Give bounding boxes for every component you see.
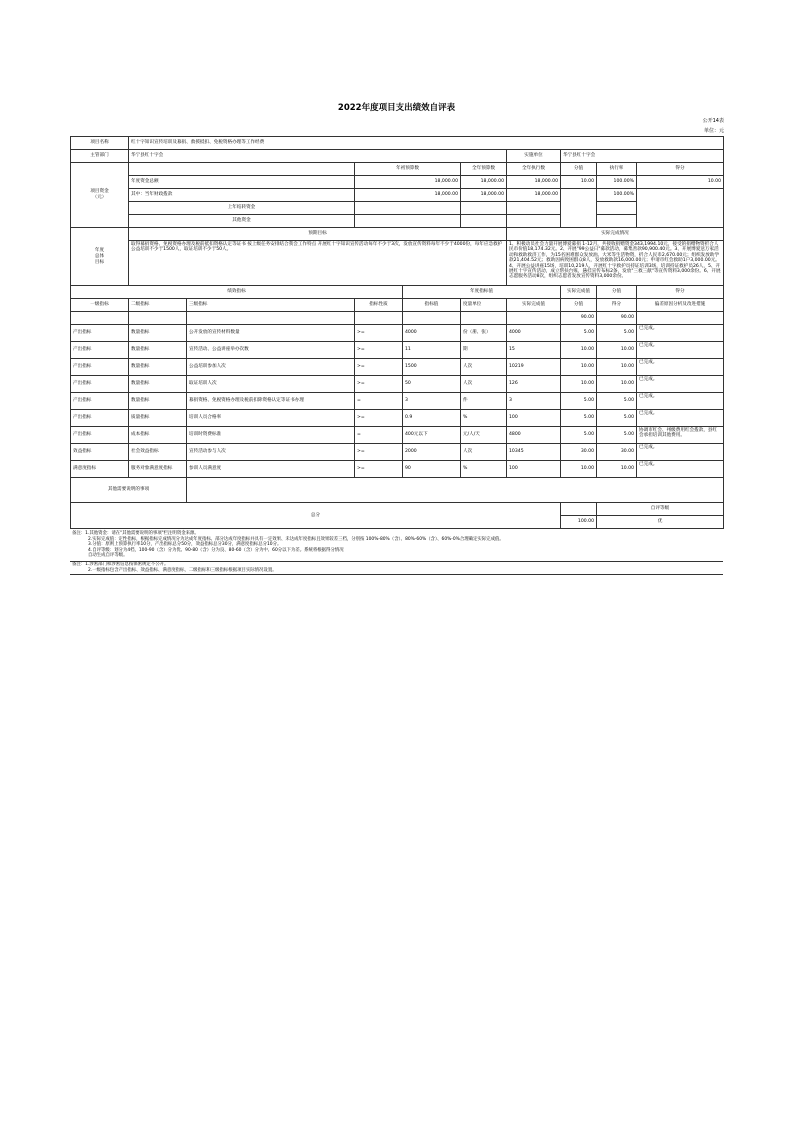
indicator-note: 已完成。	[637, 342, 724, 359]
indicator-level3: 取证培训人次	[187, 376, 355, 393]
indicator-measure: 元/人/天	[461, 427, 507, 444]
indicator-note: 协调市红会、州级费用红会拨款，县红会承担培训其他费用。	[637, 427, 724, 444]
label-score: 得分	[637, 163, 724, 176]
fiscal-exec: 18,000.00	[507, 189, 561, 202]
label-fiscal: 其中：当年财政拨款	[129, 189, 355, 202]
indicator-subtotal-row	[71, 312, 724, 325]
indicator-note: 已完成。	[637, 461, 724, 478]
indicator-note: 已完成。	[637, 444, 724, 461]
indicator-note: 已完成。	[637, 359, 724, 376]
note-line: 3.分值：原则上预算执行率10分，产出指标总分50分，效益指标总分30分，满意度指标总分10分。	[88, 542, 282, 547]
indicator-score: 5.00	[597, 427, 637, 444]
indicator-level1: 产出指标	[71, 410, 129, 427]
label-full-budget: 全年预算数	[461, 163, 507, 176]
indicator-level3: 宣传活动参与人次	[187, 444, 355, 461]
indicator-measure: 件	[461, 393, 507, 410]
indicator-measure: 期	[461, 342, 507, 359]
empty-cell	[507, 312, 561, 325]
indicator-table	[70, 298, 724, 529]
evaluation-table	[70, 136, 724, 299]
label-actual-value: 实际完成值	[561, 286, 597, 299]
empty-cell	[187, 312, 355, 325]
indicator-weight: 5.00	[561, 325, 597, 342]
indicator-actual: 10219	[507, 359, 561, 376]
indicator-level3: 宣传活动、公益讲座举办次数	[187, 342, 355, 359]
indicator-score: 5.00	[597, 325, 637, 342]
indicator-measure: %	[461, 410, 507, 427]
table-row	[71, 359, 724, 376]
total-header-row	[71, 503, 724, 516]
indicator-level2: 成本指标	[129, 427, 187, 444]
note-line: 自动生成自评等级。	[88, 553, 128, 558]
empty-cell	[403, 312, 461, 325]
subtotal-score: 90.00	[597, 312, 637, 325]
notes-block	[72, 531, 504, 559]
label-actual: 实际完成情况	[507, 228, 724, 241]
table-row	[71, 444, 724, 461]
label-weight: 分值	[561, 163, 597, 176]
indicator-level1: 产出指标	[71, 342, 129, 359]
label-project-name: 项目名称	[71, 137, 129, 150]
indicator-note: 已完成。	[637, 393, 724, 410]
indicator-weight: 5.00	[561, 427, 597, 444]
label-score-2: 得分	[597, 299, 637, 312]
table-row	[71, 325, 724, 342]
label-expected: 预期目标	[129, 228, 507, 241]
indicator-nature: >=	[355, 461, 403, 478]
label-impl-unit: 实施单位	[507, 150, 561, 163]
label-ind-score: 得分	[637, 286, 724, 299]
indicator-level2: 数量指标	[129, 342, 187, 359]
indicator-level1: 产出指标	[71, 325, 129, 342]
indicator-level3: 公益培训参加人次	[187, 359, 355, 376]
indicator-actual: 126	[507, 376, 561, 393]
indicator-measure: 人次	[461, 359, 507, 376]
label-value: 指标值	[403, 299, 461, 312]
indicator-level3: 募捐资格、免税资格办理及税前扣除资格认定等证书办理	[187, 393, 355, 410]
indicator-weight: 5.00	[561, 410, 597, 427]
indicator-level3: 培训时资费标准	[187, 427, 355, 444]
indicator-level1: 效益指标	[71, 444, 129, 461]
indicator-level2: 数量指标	[129, 359, 187, 376]
indicator-header-row	[71, 299, 724, 312]
indicator-nature: >=	[355, 376, 403, 393]
impl-unit-value: 华宁县红十字会	[561, 150, 724, 163]
label-annual-goal: 年度 总体 目标	[71, 228, 129, 286]
label-grade: 自评等级	[597, 503, 724, 516]
label-annual-value: 年度指标值	[403, 286, 561, 299]
fiscal-exec-rate: 100.00%	[597, 189, 637, 202]
indicator-level1: 产出指标	[71, 376, 129, 393]
indicator-nature: =	[355, 427, 403, 444]
other-items-value	[187, 478, 724, 503]
indicator-actual: 100	[507, 461, 561, 478]
indicator-level2: 数量指标	[129, 393, 187, 410]
indicator-actual: 3	[507, 393, 561, 410]
empty-cell	[129, 312, 187, 325]
table-row	[71, 342, 724, 359]
grade-value: 优	[597, 516, 724, 529]
indicator-measure: 份（册、张）	[461, 325, 507, 342]
indicator-level3: 培训人员合格率	[187, 410, 355, 427]
annual-total-full-budget: 18,000.00	[461, 176, 507, 189]
indicator-level2: 服务对象满意度指标	[129, 461, 187, 478]
label-level2: 二级指标	[129, 299, 187, 312]
indicator-value: 3	[403, 393, 461, 410]
indicator-note: 已完成。	[637, 376, 724, 393]
indicator-measure: 人次	[461, 376, 507, 393]
note-line: 2.实际完成值：定性指标，根据指标完成情况分为达成年度指标、部分达成年度指标并具有一定效果、未达成年度指标且效果较差三档，分别按 100%-80%（含）、80%-60%（含）、60%-0%合理确定实际完成值。	[88, 536, 504, 542]
indicator-level1: 产出指标	[71, 427, 129, 444]
note-line: 4.自评等级：划分为4档，100-90（含）分为优、90-80（含）分为良、80-60（含）分为中、60分以下为差。系统将根据得分情况	[88, 547, 344, 553]
label-annual-budget: 年初预算数	[355, 163, 461, 176]
indicator-level2: 质量指标	[129, 410, 187, 427]
indicator-actual: 4800	[507, 427, 561, 444]
indicator-note: 已完成。	[637, 410, 724, 427]
form-number: 公开14表	[702, 118, 724, 124]
indicator-actual: 4000	[507, 325, 561, 342]
label-level1: 一级指标	[71, 299, 129, 312]
note-line: 备注：1.涉密部门和涉密信息按保密规定不公开。	[72, 562, 169, 567]
indicator-measure: %	[461, 461, 507, 478]
indicator-nature: =	[355, 393, 403, 410]
subtotal-weight: 90.00	[561, 312, 597, 325]
label-full-exec: 全年执行数	[507, 163, 561, 176]
actual-completion-text: 1、积极动员社会力量开展博爱募捐 1-12月，共接收捐赠资金343,1994.10元，接受的捐赠物资折合人民币价值18,174.32元。2、开展"99公益日"募款活动，募集善款90,900.40元。3、开展博爱送万家活动和救助救济工作，为15名困难群众发放油、大米等生活物资，折合人民币2,670.00元；组织发放助学款21,404.52元；救助因病致困群众8人，发放救助款16,000.00元；申请市红会救助1户3,000.00元。4、开展公益讲座15场，培训10,219人，开展红十字救护员持证培训3场，培训持证救护员26人，5、开展红十字宣传活动，成立帮扶台账，悬挂宣传布标2条，发放"三救三献"等宣传资料3,000余份。6、开展志愿服务活动8次，组织志愿者发放宣传资料3,000余份。	[507, 241, 724, 286]
indicator-nature: >=	[355, 444, 403, 461]
label-nature: 指标性质	[355, 299, 403, 312]
label-funds: 项目资金 （元）	[71, 163, 129, 228]
label-carryover: 上年结转资金	[129, 202, 355, 215]
note-line: 2.一级指标包含产出指标、效益指标、满意度指标，二级指标和三级指标根据项目实际情况设置。	[88, 567, 277, 573]
table-row	[71, 376, 724, 393]
label-annual-total: 年度资金总额	[129, 176, 355, 189]
label-other-items: 其他需要说明的事项	[71, 478, 187, 503]
annual-total-weight: 10.00	[561, 176, 597, 189]
table-row	[71, 427, 724, 444]
indicator-score: 5.00	[597, 410, 637, 427]
indicator-nature: >=	[355, 325, 403, 342]
label-weight-2: 分值	[561, 299, 597, 312]
indicator-note: 已完成。	[637, 325, 724, 342]
indicator-score: 10.00	[597, 376, 637, 393]
indicator-weight: 30.00	[561, 444, 597, 461]
empty-cell	[71, 312, 129, 325]
unit-label: 单位：元	[703, 128, 724, 134]
dept-value: 华宁县红十字会	[129, 150, 507, 163]
indicator-level1: 产出指标	[71, 359, 129, 376]
notes-block-2	[72, 562, 277, 573]
empty-cell	[637, 312, 724, 325]
note-divider	[70, 574, 723, 575]
annual-total-exec-rate: 100.00%	[597, 176, 637, 189]
label-deviation: 偏差原因分析及改进措施	[637, 299, 724, 312]
indicator-level2: 数量指标	[129, 325, 187, 342]
note-divider	[70, 561, 723, 562]
indicator-nature: >=	[355, 359, 403, 376]
page-title: 2022年度项目支出绩效自评表	[337, 103, 456, 113]
indicator-level3: 公开发放的宣传材料数量	[187, 325, 355, 342]
indicator-actual: 100	[507, 410, 561, 427]
indicator-weight: 10.00	[561, 376, 597, 393]
indicator-value: 1500	[403, 359, 461, 376]
empty-cell	[461, 312, 507, 325]
indicator-weight: 10.00	[561, 342, 597, 359]
indicator-score: 5.00	[597, 393, 637, 410]
indicator-value: 0.9	[403, 410, 461, 427]
label-dept: 主管部门	[71, 150, 129, 163]
indicator-value: 50	[403, 376, 461, 393]
table-row	[71, 410, 724, 427]
label-ind-weight: 分值	[597, 286, 637, 299]
indicator-score: 10.00	[597, 342, 637, 359]
indicator-score: 10.00	[597, 359, 637, 376]
empty-cell	[355, 312, 403, 325]
indicator-measure: 人次	[461, 444, 507, 461]
indicator-level1: 满意度指标	[71, 461, 129, 478]
annual-total-exec: 18,000.00	[507, 176, 561, 189]
indicator-level2: 社会效益指标	[129, 444, 187, 461]
indicator-score: 10.00	[597, 461, 637, 478]
expected-goal-text: 取得募捐资格、免税资格办理及税前抵扣资格认定等证书 按上级任务安排结合我会工作特点 开展红十字知识宣传活动每年不少于3次，发放宣传资料每年不少于4000份，每年应急救护公益培训不少于1500人，取证培训不少于50人。	[129, 241, 507, 286]
indicator-value: 90	[403, 461, 461, 478]
note-line: 备注：1.其他资金：请在"其他需要说明的事项"栏注明资金来源。	[72, 531, 199, 536]
indicator-weight: 10.00	[561, 461, 597, 478]
indicator-weight: 5.00	[561, 393, 597, 410]
other-items-row	[71, 478, 724, 503]
label-perf-indicator: 绩效指标	[71, 286, 403, 299]
label-other-funds: 其他资金	[129, 215, 355, 228]
indicator-level3: 参训人员满意度	[187, 461, 355, 478]
project-name: 红十字知识宣传培训及募捐、救援抵扣、免税资格办理等工作经费	[129, 137, 724, 150]
indicator-nature: >=	[355, 342, 403, 359]
label-actual-value-2: 实际完成值	[507, 299, 561, 312]
empty-cell	[561, 503, 597, 516]
indicator-value: 400元以下	[403, 427, 461, 444]
label-measure: 度量单位	[461, 299, 507, 312]
total-score: 100.00	[561, 516, 597, 529]
fiscal-full-budget: 18,000.00	[461, 189, 507, 202]
indicator-value: 11	[403, 342, 461, 359]
indicator-value: 2000	[403, 444, 461, 461]
table-row	[71, 393, 724, 410]
indicator-weight: 10.00	[561, 359, 597, 376]
label-level3: 三级指标	[187, 299, 355, 312]
indicator-value: 4000	[403, 325, 461, 342]
label-total: 总分	[71, 503, 561, 529]
indicator-actual: 15	[507, 342, 561, 359]
fiscal-budget: 18,000.00	[355, 189, 461, 202]
table-row	[71, 461, 724, 478]
indicator-actual: 10345	[507, 444, 561, 461]
indicator-score: 30.00	[597, 444, 637, 461]
annual-total-score: 10.00	[637, 176, 724, 189]
label-exec-rate: 执行率	[597, 163, 637, 176]
indicator-nature: >=	[355, 410, 403, 427]
indicator-level2: 数量指标	[129, 376, 187, 393]
indicator-level1: 产出指标	[71, 393, 129, 410]
annual-total-budget: 18,000.00	[355, 176, 461, 189]
